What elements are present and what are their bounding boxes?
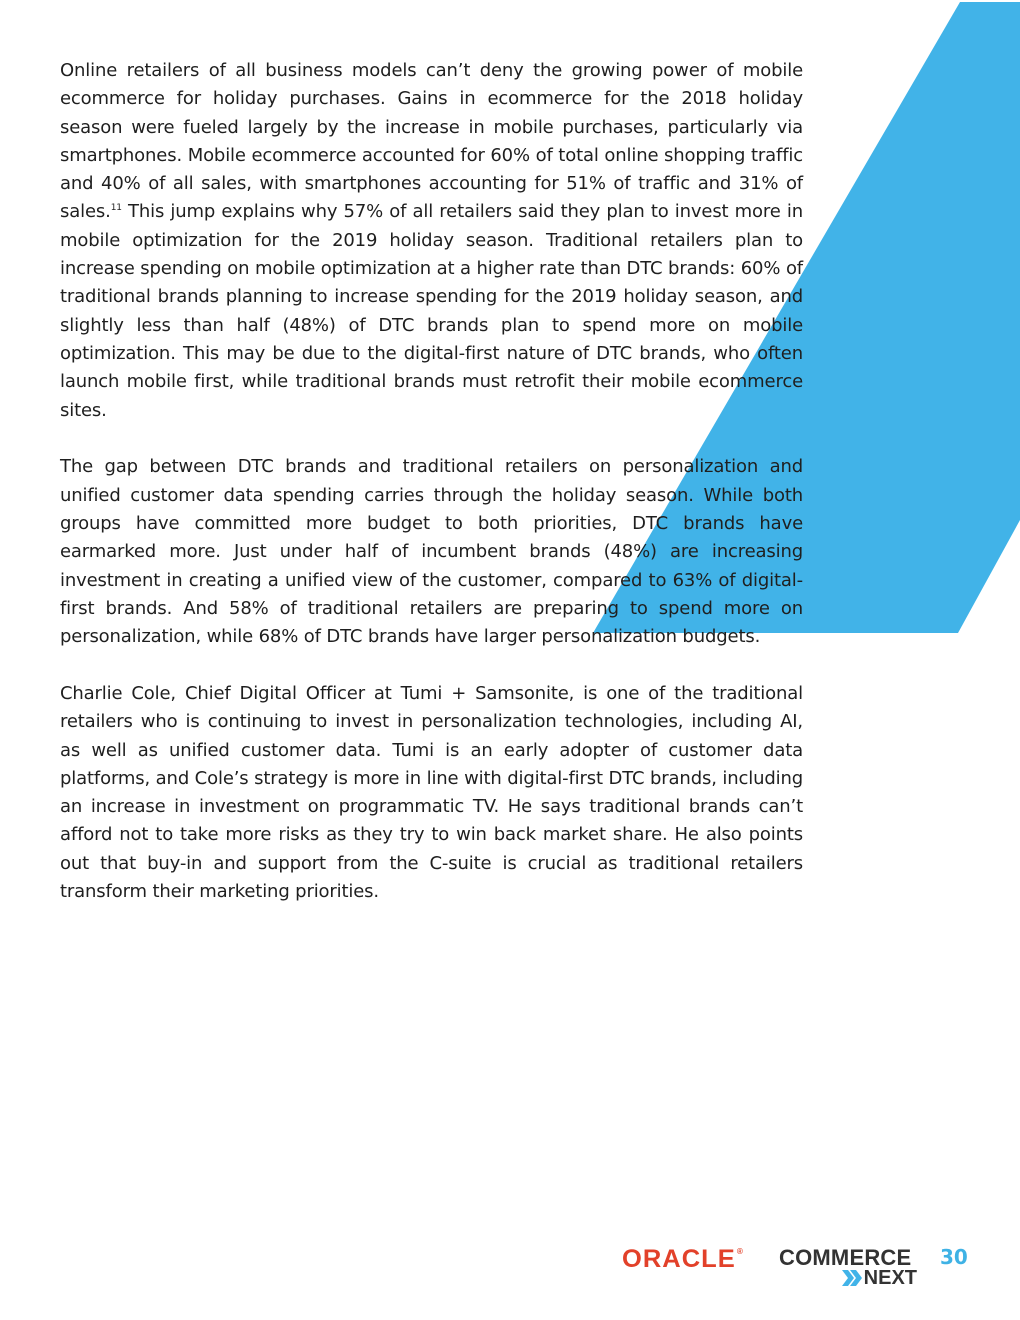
oracle-logo-text: ORACLE <box>622 1245 736 1273</box>
commercenext-logo-next: NEXT <box>863 1267 917 1289</box>
footnote-reference[interactable]: 11 <box>110 203 122 214</box>
oracle-registered-mark: ® <box>736 1247 744 1256</box>
commercenext-logo-top: COMMERCE <box>779 1245 912 1270</box>
paragraph-1-text-after-note: This jump explains why 57% of all retailers said they plan to invest more in mobile optimization for the 2019 holiday season. Traditional retailers plan to increase spending on mobile optimization at a higher rate than DTC brands: 60% of traditional brands planning to increase spending for the 2019 holiday season, and slightly less than half (48%) of DTC brands plan to spend more on mobile optimization. This may be due to the digital-first nature of DTC brands, who often launch mobile first, while traditional brands must retrofit their mobile ecommerce sites. <box>60 201 803 421</box>
paragraph-personalization-gap: The gap between DTC brands and traditional retailers on personalization and unified customer data spending carries through the holiday season. While both groups have committed more budget to both priorities, DTC brands have earmarked more. Just under half of incumbent brands (48%) are increasing investment in creating a unified view of the customer, compared to 63% of digital-first brands. And 58% of traditional retailers are preparing to spend more on personalization, while 68% of DTC brands have larger personalization budgets. <box>60 456 803 648</box>
document-body <box>60 57 803 935</box>
page-number: 30 <box>940 1245 968 1269</box>
paragraph-charlie-cole: Charlie Cole, Chief Digital Officer at Tumi + Samsonite, is one of the traditional retailers who is continuing to invest in personalization technologies, including AI, as well as unified customer data. Tumi is an early adopter of customer data platforms, and Cole’s strategy is more in line with digital-first DTC brands, including an increase in investment on programmatic TV. He says traditional brands can’t afford not to take more risks as they try to win back market share. He also points out that buy-in and support from the C-suite is crucial as traditional retailers transform their marketing priorities. <box>60 682 803 903</box>
paragraph-1-text-before-note: Online retailers of all business models can’t deny the growing power of mobile ecommerce for holiday purchases. Gains in ecommerce for the 2018 holiday season were fueled largely by the increase in mobile purchases, particularly via smartphones. Mobile ecommerce accounted for 60% of total online shopping traffic and 40% of all sales, with smartphones accounting for 51% of traffic and 31% of sales. <box>60 60 803 223</box>
paragraph-mobile-ecommerce <box>60 57 803 425</box>
